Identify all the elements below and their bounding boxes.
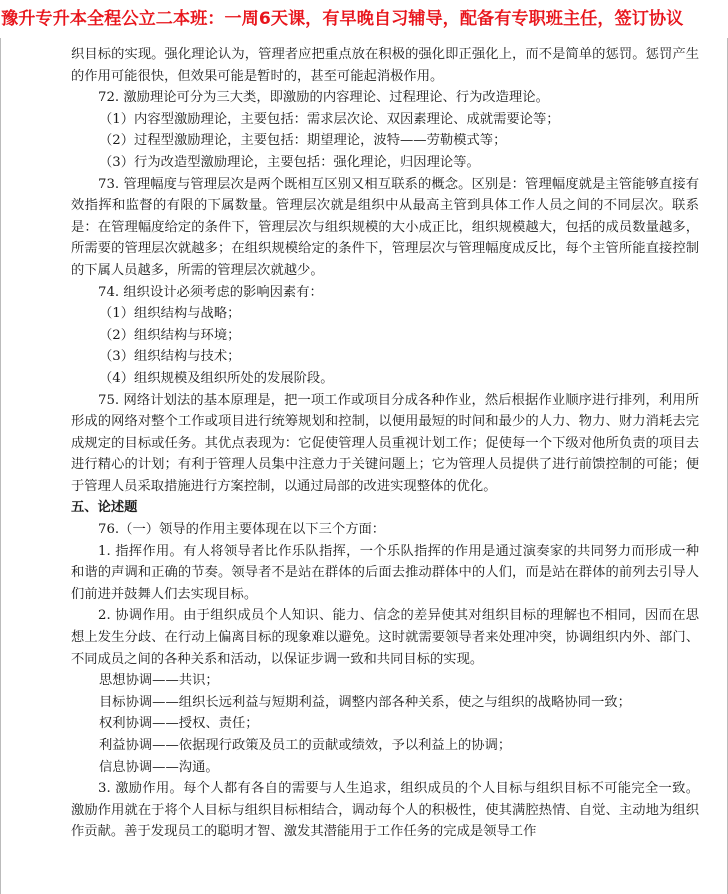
paragraph: 织目标的实现。强化理论认为，管理者应把重点放在积极的强化即正强化上，而不是简单的惩罚。惩罚产生的作用可能很快，但效果可能是暂时的，甚至可能起消极作用。 — [71, 47, 699, 84]
paragraph: 3. 激励作用。每个人都有各自的需要与人生追求，组织成员的个人目标与组织目标不可能完全一致。激励作用就在于将个人目标与组织目标相结合，调动每个人的积极性，使其满腔热情、自觉、主动地为组织作贡献。善于发现员工的聪明才智、激发其潜能用于工作任务的完成是领导工作 — [71, 781, 699, 840]
paragraph: 74. 组织设计必须考虑的影响因素有： — [98, 284, 323, 300]
paragraph: 目标协调——组织长远利益与短期利益，调整内部各种关系，使之与组织的战略协同一致； — [99, 694, 631, 710]
paragraph: （4）组织规模及组织所处的发展阶段。 — [99, 370, 334, 386]
paragraph: 72. 激励理论可分为三大类，即激励的内容理论、过程理论、行为改造理论。 — [98, 90, 549, 106]
paragraph: （2）过程型激励理论，主要包括：期望理论，波特——劳勒模式等； — [99, 133, 507, 149]
paragraph: 利益协调——依据现行政策及员工的贡献或绩效，予以利益上的协调； — [99, 738, 512, 753]
paragraph: （3）组织结构与技术； — [99, 349, 241, 365]
paragraph: 76.（一）领导的作用主要体现在以下三个方面： — [98, 522, 386, 538]
document-page — [71, 44, 699, 843]
paragraph: 2. 协调作用。由于组织成员个人知识、能力、信念的差异使其对组织目标的理解也不相同，因而在思想上发生分歧、在行动上偏离目标的现象难以避免。这时就需要领导者来处理冲突，协调组织内外、部门、不同成员之间的各种关系和活动，以保证步调一致和共同目标的实现。 — [71, 608, 699, 667]
paragraph: （1）内容型激励理论，主要包括：需求层次论、双因素理论、成就需要论等； — [99, 111, 560, 127]
paragraph: 73. 管理幅度与管理层次是两个既相互区别又相互联系的概念。区别是：管理幅度就是主管能够直接有效指挥和监督的有限的下属数量。管理层次就是组织中从最高主管到具体工作人员之间的不同层次。联系是：在管理幅度给定的条件下，管理层次与组织规模的大小成正比，组织规模越大，包括的成员数量越多，所需要的管理层次就越多；在组织规模给定的条件下，管理层次与管理幅度成反比，每个主管所能直接控制的下属人员越多，所需的管理层次就越少。 — [71, 176, 699, 278]
paragraph: （2）组织结构与环境； — [99, 327, 241, 343]
page-border-left — [0, 38, 1, 894]
paragraph: （3）行为改造型激励理论，主要包括：强化理论，归因理论等。 — [99, 154, 480, 170]
paragraph: 思想协调——共识； — [99, 673, 219, 689]
paragraph: 权利协调——授权、责任； — [99, 716, 259, 732]
paragraph: 1. 指挥作用。有人将领导者比作乐队指挥，一个乐队指挥的作用是通过演奏家的共同努力而形成一种和谐的声调和正确的节奏。领导者不是站在群体的后面去推动群体中的人们，而是站在群体的前列去引导人们前进并鼓舞人们去实现目标。 — [71, 543, 699, 602]
paragraph: （1）组织结构与战略； — [99, 306, 241, 322]
paragraph: 75. 网络计划法的基本原理是，把一项工作或项目分成各种作业，然后根据作业顺序进行排列，利用所形成的网络对整个工作或项目进行统筹规划和控制，以便用最短的时间和最少的人力、物力、财力消耗去完成规定的目标或任务。其优点表现为：它促使管理人员重视计划工作；促使每一个下级对他所负责的项目去进行精心的计划；有利于管理人员集中注意力于关键问题上；它为管理人员提供了进行前馈控制的可能；便于管理人员采取措施进行方案控制，以通过局部的改进实现整体的优化。 — [71, 392, 699, 494]
paragraph: 信息协调——沟通。 — [99, 759, 219, 775]
promo-banner: 豫升专升本全程公立二本班：一周6天课，有早晚自习辅导，配备有专职班主任，签订协议 — [1, 9, 684, 29]
section-heading: 五、论述题 — [71, 500, 138, 516]
